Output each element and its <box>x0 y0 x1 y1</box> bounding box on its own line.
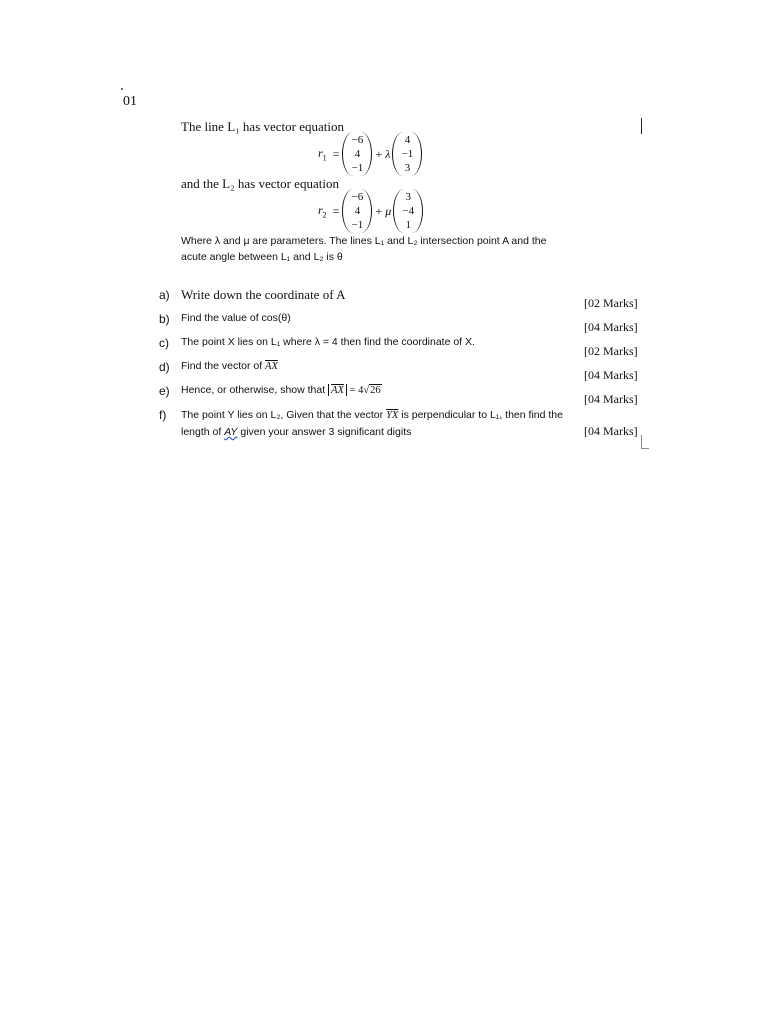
vector-ax: $\overline{AX}$ <box>265 361 278 372</box>
text-cursor <box>641 118 642 134</box>
eq2-direction-vector: 3 −4 1 <box>393 189 423 233</box>
part-f-letter: f) <box>159 408 167 422</box>
part-c-marks: [02 Marks] <box>584 344 638 358</box>
eq2-lhs: $r_2$ <box>318 202 327 220</box>
part-f-marks: [04 Marks] <box>584 424 638 438</box>
part-c-letter: c) <box>159 336 169 350</box>
part-c-text: The point X lies on L₁ where λ = 4 then find the coordinate of X. <box>181 336 475 348</box>
vector-equation-l1 <box>318 132 422 176</box>
part-b-marks: [04 Marks] <box>584 320 638 334</box>
intro-line-2: and the L₂ has vector equation <box>181 176 339 191</box>
question-number: 01 <box>123 94 137 109</box>
abs-vector-ax: $\overline{AX}$ <box>331 385 344 396</box>
vector-yx: $\overline{YX}$ <box>386 410 399 421</box>
part-e-text: Hence, or otherwise, show that $\overline{AX} = 4√26$ <box>181 384 381 396</box>
eq1-plus: + <box>375 146 383 161</box>
eq1-point-vector: −6 4 −1 <box>342 132 372 176</box>
part-b-letter: b) <box>159 312 170 326</box>
eq2-equals: = <box>332 203 340 218</box>
eq1-equals: = <box>332 146 340 161</box>
part-d-marks: [04 Marks] <box>584 368 638 382</box>
eq2-param: μ <box>385 203 392 218</box>
part-d-text: Find the vector of $\overline{AX}$ <box>181 360 278 372</box>
part-a-letter: a) <box>159 288 170 302</box>
eq2-plus: + <box>375 203 383 218</box>
corner-mark <box>641 435 649 449</box>
part-f-text: The point Y lies on L₂, Given that the vector $\overline{YX}$ is perpendicular to L₁, then find the length of AY given your answer 3 significant digits <box>181 409 563 438</box>
part-e-letter: e) <box>159 384 170 398</box>
intro-line-1: The line L₁ has vector equation <box>181 119 345 134</box>
eq1-param: λ <box>385 146 391 161</box>
part-a-marks: [02 Marks] <box>584 296 638 310</box>
length-ay: AY <box>224 426 238 438</box>
part-d-letter: d) <box>159 360 170 374</box>
part-e-marks: [04 Marks] <box>584 392 638 406</box>
eq1-lhs: $r_1$ <box>318 145 327 163</box>
vector-equation-l2 <box>318 189 423 233</box>
part-a-text: Write down the coordinate of A <box>181 287 346 302</box>
eq2-point-vector: −6 4 −1 <box>342 189 372 233</box>
part-b-text: Find the value of cos(θ) <box>181 312 291 324</box>
parameters-description: Where λ and μ are parameters. The lines L₁ and L₂ intersection point A and the acute angle between L₁ and L₂ is θ <box>181 235 547 263</box>
page-dot-mark <box>121 88 123 90</box>
eq1-direction-vector: 4 −1 3 <box>392 132 422 176</box>
